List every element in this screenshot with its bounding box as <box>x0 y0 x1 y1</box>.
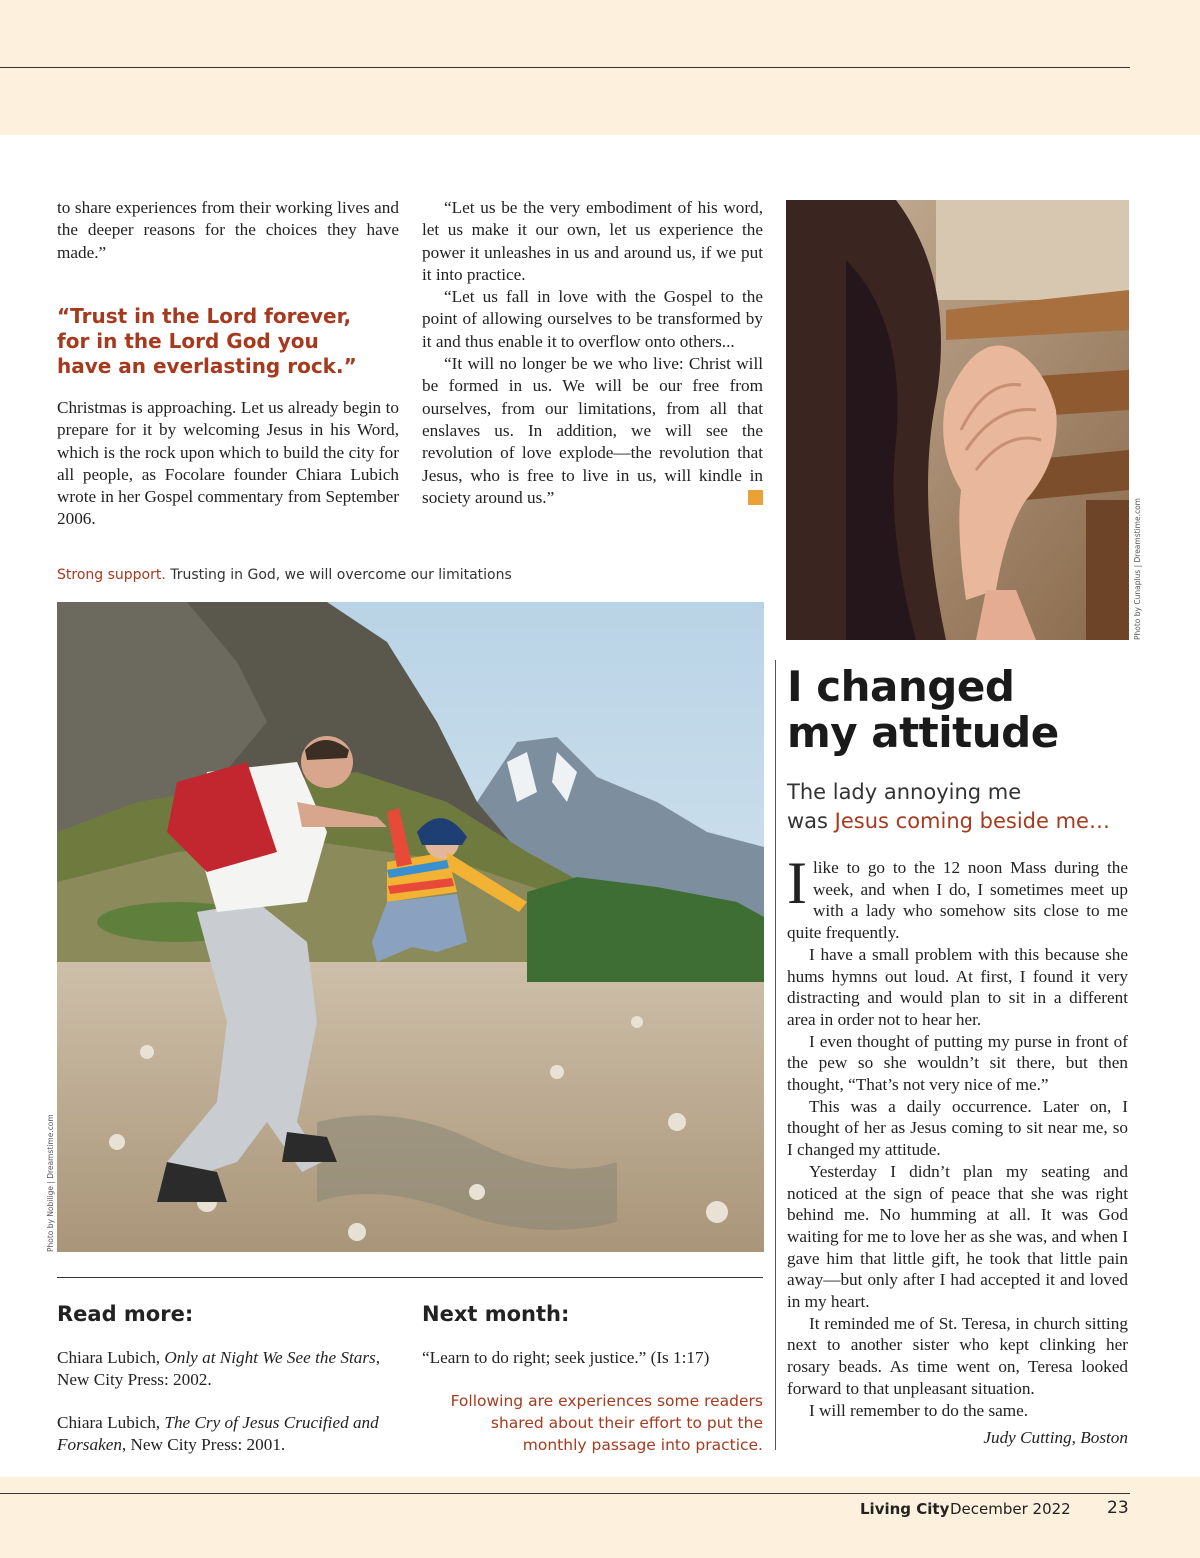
story-paragraph: I will remember to do the same. <box>809 1400 1029 1420</box>
story-title <box>787 664 1059 756</box>
book-publisher: , New City Press: 2001. <box>121 1434 286 1454</box>
column-divider <box>775 660 776 1450</box>
story-paragraph: I have a small problem with this because she hums hymns out loud. At first, I found it very distracting and would plan to sit in a different area in order not to hear her. <box>787 944 1128 1029</box>
header-rule <box>0 67 1130 68</box>
hiking-illustration <box>57 602 764 1252</box>
book-author: Chiara Lubich, <box>57 1412 165 1432</box>
column-1-body <box>57 397 399 531</box>
page-number: 23 <box>1107 1498 1129 1518</box>
story-body <box>787 850 1128 1449</box>
pull-quote <box>57 304 387 379</box>
photo-caption <box>57 567 512 583</box>
book-author: Chiara Lubich, <box>57 1348 165 1367</box>
story-paragraph: It reminded me of St. Teresa, in church sitting next to another sister who kept clinking her rosary beads. As time went on, Teresa looked forward to that unpleasant situation. <box>787 1313 1128 1398</box>
intro-paragraph: to share experiences from their working lives and the deeper reasons for the choices they have made.” <box>57 198 399 262</box>
photo-credit: Photo by Nobilige | Dreamstime.com <box>46 1114 55 1252</box>
footer-magazine: Living City <box>860 1500 950 1518</box>
body-paragraph: “Let us be the very embodiment of his word, let us make it our own, let us experience the power it unleashes in us and around us, if we put it into practice. <box>422 198 763 284</box>
praying-photo <box>786 200 1129 640</box>
subtitle-line: The lady annoying me <box>787 780 1022 804</box>
subtitle-highlight: Jesus coming beside me… <box>834 809 1110 833</box>
story-title-line: I changed <box>787 662 1015 711</box>
story-paragraph: I even thought of putting my purse in front of the pew so she wouldn’t sit there, but then thought, “That’s not very nice of me.” <box>787 1031 1128 1095</box>
body-paragraph: “Let us fall in love with the Gospel to the point of allowing ourselves to be transformed by it and thus enable it to overflow onto others... <box>422 287 763 351</box>
read-more-heading: Read more: <box>57 1302 194 1326</box>
story-paragraph: Yesterday I didn’t plan my seating and noticed at the sign of peace that she was right behind me. No humming at all. It was God waiting for me to love her as she was, and when I gave him that little gift, he took that little pain away—but only after I had accepted it and loved in my heart. <box>787 1161 1128 1312</box>
hiking-photo <box>57 602 764 1252</box>
pull-quote-line: have an everlasting rock.” <box>57 354 357 378</box>
praying-illustration <box>786 200 1129 640</box>
story-title-line: my attitude <box>787 708 1059 757</box>
footer-rule <box>0 1493 1130 1494</box>
photo-credit: Photo by Cunaplus | Dreamstime.com <box>1133 498 1142 640</box>
section-rule <box>57 1277 763 1278</box>
column-1-intro <box>57 197 399 264</box>
story-byline: Judy Cutting, Boston <box>983 1428 1128 1448</box>
note-line: monthly passage into practice. <box>522 1436 763 1454</box>
note-line: shared about their effort to put the <box>490 1414 763 1432</box>
subtitle-line <box>787 807 1110 836</box>
next-month-heading: Next month: <box>422 1302 570 1326</box>
body-paragraph <box>422 353 783 509</box>
book-title: Only at Night We See the Stars <box>164 1348 376 1367</box>
book-reference <box>57 1347 397 1392</box>
story-paragraph <box>787 850 1128 944</box>
caption-text: Trusting in God, we will overcome our limitations <box>170 567 512 583</box>
story-subtitle <box>787 778 1110 836</box>
pull-quote-line: for in the Lord God you <box>57 329 319 353</box>
body-text: “It will no longer be we who live: Christ will be formed in us. We will be our free from ourselves, from our limitations, from all that enslaves us. In addition, we will see the revolution of love explode—the revolution that Jesus, who is free to live in us, will kindle in society around us.” <box>422 354 763 507</box>
book-publisher: , New City Press: 2002. <box>57 1348 381 1390</box>
footer-issue: December 2022 <box>950 1500 1071 1518</box>
book-title: The Cry of Jesus Crucified and Forsaken <box>57 1412 379 1454</box>
pull-quote-line: “Trust in the Lord forever, <box>57 304 352 328</box>
read-more-list <box>57 1347 397 1456</box>
caption-lead: Strong support. <box>57 567 166 583</box>
next-month-quote: “Learn to do right; seek justice.” (Is 1:17) <box>422 1348 710 1367</box>
book-reference <box>57 1412 397 1457</box>
story-text: like to go to the 12 noon Mass during the week, and when I do, I sometimes meet up with a lady who somehow sits close to me quite frequently. <box>787 858 1128 943</box>
story-paragraph: This was a daily occurrence. Later on, I thought of her as Jesus coming to sit near me, so I changed my attitude. <box>787 1096 1128 1160</box>
drop-cap: I <box>787 850 807 916</box>
next-month-note <box>420 1390 763 1456</box>
column-2-body <box>422 197 783 509</box>
subtitle-text: was <box>787 809 835 833</box>
note-line: Following are experiences some readers <box>450 1392 763 1410</box>
end-mark-icon: LC <box>748 490 763 505</box>
body-paragraph: Christmas is approaching. Let us already begin to prepare for it by welcoming Jesus in his Word, which is the rock upon which to build the city for all people, as Focolare founder Chiara Lubich wrote in her Gospel commentary from September 2006. <box>57 398 399 529</box>
